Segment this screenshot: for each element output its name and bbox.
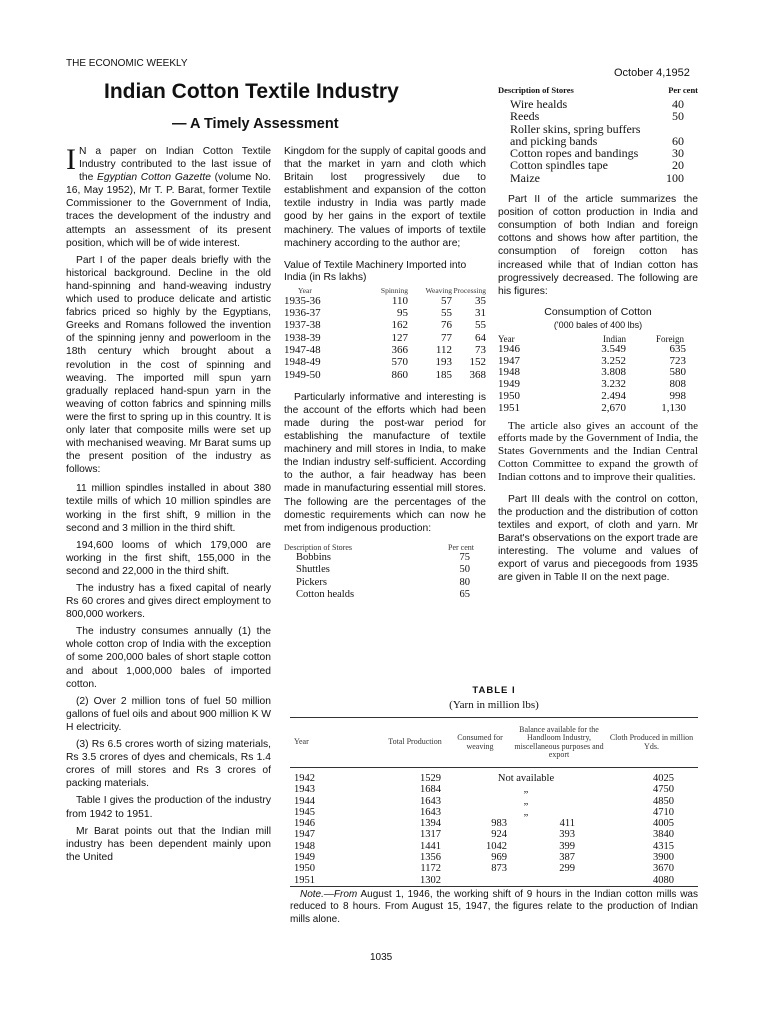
paragraph: Part III deals with the control on cotton, the production and the distribution of cotton textiles and export, of cloth and yarn. Mr Barat's observations on the export trade are interesting. The volume and values of export of varus and piecegoods from 1935 are given in Table II on the next page. — [498, 493, 699, 584]
table-row — [284, 589, 486, 602]
not-available-label: Not available — [497, 773, 555, 784]
table-cell: 193 — [435, 356, 452, 369]
table-cell: 1948 — [294, 840, 315, 852]
table-cell: 152 — [469, 356, 486, 369]
ditto-mark: „ — [523, 795, 529, 807]
table-cell: 76 — [441, 319, 452, 332]
table-cell: 570 — [391, 356, 408, 369]
table-cell: 1938-39 — [284, 331, 321, 344]
table-row — [498, 159, 698, 171]
column-2 — [284, 145, 486, 602]
table-row — [290, 784, 698, 795]
table-1-title: TABLE I — [472, 685, 516, 696]
table-cell: 64 — [475, 331, 486, 344]
table-cell: 60 — [672, 133, 684, 148]
table-cell: 1042 — [486, 840, 507, 852]
paragraph: Table I gives the production of the industry from 1942 to 1951. — [66, 795, 271, 820]
paragraph: Particularly informative and interesting is the account of the efforts which had been made during the post-war period for establishing the manufacture of textile machinery and mill stores in India, to make the Indian industry self-sufficient. According to the author, a fair headway has been made in manufacturing essential mill stores. The following are the percentages of the domestic requirements which can now he met from indigenous production: — [284, 391, 486, 534]
table-cell: 1948-49 — [284, 356, 321, 369]
table-cell: 50 — [459, 564, 470, 576]
table-cell: 860 — [391, 368, 408, 381]
table-cell: 1643 — [420, 795, 441, 807]
table-cell: 1945 — [294, 806, 315, 818]
table-cell: 399 — [559, 840, 575, 852]
paragraph-intro: I N a paper on Indian Cotton Textile Industry contributed to the last issue of the Egyptian Cotton Gazette (volume No. 16, May 1952), Mr T. P. Barat, former Textile Commissioner to the Government of India, traces the development of the industry and attempts an assessment of its present position, which will be of wide interest. — [66, 143, 271, 249]
table-row — [284, 307, 486, 319]
table-cell: 387 — [559, 852, 575, 864]
table-1-subtitle: (Yarn in million lbs) — [449, 699, 539, 711]
table-1-grid — [290, 717, 698, 887]
table-cell: 1356 — [420, 852, 441, 864]
table-cell: 393 — [559, 829, 575, 841]
table-cell: 3900 — [653, 852, 674, 864]
table-row — [284, 332, 486, 344]
table-cell: 65 — [459, 589, 470, 601]
paragraph: 11 million spindles installed in about 380 textile mills of which 10 million spindles are working in the first shift, 9 million in the second and 3 million in the third shift. — [66, 483, 271, 534]
drop-cap: I — [66, 143, 76, 176]
table-cell: 1947-48 — [284, 343, 321, 356]
table-cell — [513, 875, 605, 887]
table-cell: 100 — [666, 170, 684, 185]
table-cell: 4750 — [653, 784, 674, 796]
table-row — [284, 577, 486, 590]
ditto-mark: „ — [523, 806, 529, 818]
table-cell: 3.252 — [601, 354, 626, 367]
table-cell: Cotton ropes and bandings — [510, 146, 639, 161]
table-cell: 1302 — [420, 874, 441, 886]
table-cell: 4315 — [653, 840, 674, 852]
paragraph: Part II of the article summarizes the position of cotton production in India and consumption of both Indian and foreign cottons and shows how after partition, the consumption of foreign cotton has increased while that of Indian cotton has progressively decreased. The following are his figures: — [498, 194, 698, 297]
table-cell: 77 — [441, 331, 452, 344]
article-subtitle: — A Timely Assessment — [172, 116, 339, 132]
page-number: 1035 — [370, 952, 393, 963]
table-row — [284, 369, 486, 381]
consumption-table — [498, 334, 698, 415]
table-cell: 4025 — [653, 773, 674, 784]
table-row — [498, 172, 698, 184]
table-cell: Wire healds — [510, 97, 568, 111]
table-row — [498, 367, 698, 379]
table-row — [290, 841, 698, 852]
table-header-row: Year Indian Foreign — [498, 333, 684, 344]
article-title: Indian Cotton Textile Industry — [104, 80, 399, 103]
table-cell: 31 — [475, 307, 486, 320]
paragraph: (3) Rs 6.5 crores worth of sizing materials, Rs 3.5 crores of dyes and chemicals, Rs 1.4 crores of mill stores and Rs 3 crores of packing materials. — [66, 739, 271, 790]
table-cell: Bobbins — [296, 551, 332, 563]
table-cell: 3.232 — [601, 378, 626, 391]
table-row — [290, 829, 698, 840]
table-cell: 4080 — [653, 874, 674, 886]
table-row — [284, 344, 486, 356]
table-cell: 1529 — [420, 773, 441, 784]
table-row — [284, 564, 486, 577]
table-row — [284, 295, 486, 307]
table-cell: 4005 — [653, 818, 674, 830]
table-cell: 1947 — [498, 354, 520, 367]
paragraph: Mr Barat points out that the Indian mill industry has been dependent mainly upon the United — [66, 825, 271, 863]
table-header-row: Description of Stores Per cent — [284, 542, 474, 552]
table-cell: 723 — [669, 354, 686, 367]
table-cell: 3.808 — [601, 366, 626, 379]
paragraph: The article also gives an account of the efforts made by the Government of India, the States Governments and the Indian Central Cotton Committee to expand the growth of Indian cottons and to improve their qualities. — [498, 419, 698, 483]
table-cell: 1951 — [294, 874, 315, 886]
consumption-table-subtitle: ('000 bales of 400 lbs) — [553, 319, 643, 330]
table-cell: 40 — [672, 97, 684, 111]
table-header-row: Year Spinning Weaving Processing — [298, 285, 486, 295]
table-cell: 1684 — [420, 784, 441, 796]
table-cell: 127 — [391, 331, 408, 344]
table-cell: 4850 — [653, 795, 674, 807]
issue-date: October 4,1952 — [614, 67, 690, 79]
table-row — [290, 875, 698, 887]
table-cell: Cotton spindles tape — [510, 158, 608, 173]
machinery-table-title: Value of Textile Machinery Imported into India (in Rs lakhs) — [284, 259, 467, 284]
table-cell: 924 — [491, 829, 507, 841]
table-cell: 95 — [397, 307, 408, 320]
table-row — [284, 356, 486, 368]
table-cell: 4710 — [653, 806, 674, 818]
table-cell: 969 — [491, 852, 507, 864]
masthead: THE ECONOMIC WEEKLY — [66, 58, 188, 69]
table-cell: 55 — [441, 307, 452, 320]
table-cell: 1935-36 — [284, 294, 321, 307]
machinery-table — [284, 286, 486, 381]
table-cell: 110 — [391, 294, 408, 307]
table-cell: 112 — [435, 343, 452, 356]
paragraph: (2) Over 2 million tons of fuel 50 million gallons of fuel oils and about 900 million K W H electricity. — [66, 695, 271, 733]
column-1 — [66, 145, 271, 868]
table-cell: 20 — [672, 158, 684, 173]
stores-table-1 — [284, 543, 486, 602]
paragraph: Kingdom for the supply of capital goods and that the market in yarn and cloth which Britain lost progressively due to establishment and expansion of the cotton textile industry in India was partly made good by her gains in the export of textile machinery. The values of imports of textile machinery according to the author are; — [284, 146, 486, 249]
table-1-note: Note.—From August 1, 1946, the working shift of 9 hours in the Indian cotton mills was reduced to 8 hours. From August 15, 1947, the figures relate to the production of Indian mills alone. — [290, 888, 698, 925]
table-cell: 1317 — [420, 829, 441, 841]
table-cell: Cotton healds — [296, 589, 355, 601]
table-cell: 580 — [669, 366, 686, 379]
table-cell: 1947 — [294, 829, 315, 841]
table-cell: 1946 — [294, 818, 315, 830]
table-cell: 1942 — [294, 773, 315, 784]
table-cell: 35 — [475, 294, 486, 307]
table-cell: 162 — [391, 319, 408, 332]
table-cell: 366 — [391, 343, 408, 356]
table-cell: 55 — [475, 319, 486, 332]
table-cell: 50 — [672, 109, 684, 124]
table-cell: 1936-37 — [284, 307, 321, 320]
ditto-mark: „ — [523, 784, 529, 796]
table-header-row: Description of Stores Per cent — [498, 85, 698, 95]
table-1 — [290, 685, 698, 926]
table-cell: 2.494 — [601, 390, 626, 403]
table-cell: 983 — [491, 818, 507, 830]
table-row — [290, 852, 698, 863]
table-row — [498, 123, 698, 148]
table-cell: 1441 — [420, 840, 441, 852]
table-cell: 2,670 — [601, 401, 626, 414]
consumption-table-title: Consumption of Cotton — [544, 305, 652, 318]
table-cell: Reeds — [510, 109, 540, 124]
table-cell: 998 — [669, 390, 686, 403]
table-row — [290, 863, 698, 874]
table-row — [498, 344, 698, 356]
table-cell: 1172 — [420, 863, 441, 875]
table-cell: 1,130 — [661, 401, 686, 414]
table-cell: 73 — [475, 343, 486, 356]
table-row — [284, 319, 486, 331]
table-cell: 368 — [469, 368, 486, 381]
table-cell: 1643 — [420, 806, 441, 818]
table-cell: 75 — [459, 551, 470, 563]
table-cell: 30 — [672, 146, 684, 161]
table-row — [498, 403, 698, 415]
paragraph: Part I of the paper deals briefly with the historical background. Decline in the old hand-spinning and hand-weaving industry which used to produce delicate and artistic fabrics priced so highly by the Egyptians, Greeks and Romans followed the invention of the spinning jenny and powerloom in the 18th century which brought about a revolution in the cost of spinning and weaving. The imported mill spun yarn gradually replaced hand-spun yarn in the weaving of cotton fabrics and spinning mills were the first to spring up in this country. It is only later that composite mills were set up with mechanised weaving. Mr Barat sums up the present position of the industry as follows: — [66, 254, 271, 476]
table-cell: 1937-38 — [284, 319, 321, 332]
table-cell: 1949 — [498, 378, 520, 391]
table-cell: 57 — [441, 294, 452, 307]
paragraph: The industry consumes annually (1) the whole cotton crop of India with the exception of some 200,000 bales of short staple cotton and about 1,000,000 bales of imported cotton. — [66, 626, 271, 690]
column-3 — [498, 85, 698, 588]
table-header-row: Year Total Production Consumed for weaving Balance available for the Handloom Industry, miscellaneous purposes and export Cloth Produced in million Yds. — [294, 724, 694, 759]
table-cell: 1950 — [498, 390, 520, 403]
table-cell: 299 — [559, 863, 575, 875]
table-cell: 411 — [559, 818, 575, 830]
table-cell: 1950 — [294, 863, 315, 875]
table-cell: Maize — [510, 170, 540, 185]
table-row — [498, 379, 698, 391]
table-cell: 1948 — [498, 366, 520, 379]
table-row — [290, 807, 698, 818]
table-cell: 1394 — [420, 818, 441, 830]
table-row — [290, 796, 698, 807]
table-cell: 185 — [435, 368, 452, 381]
table-row — [290, 818, 698, 829]
table-cell: 635 — [669, 342, 686, 355]
table-cell: 1949 — [294, 852, 315, 864]
table-cell: Shuttles — [296, 564, 330, 576]
table-row — [290, 768, 698, 785]
table-cell: 3840 — [653, 829, 674, 841]
table-cell: 3670 — [653, 863, 674, 875]
table-cell: Roller skins, spring buffers and picking bands — [510, 121, 641, 148]
table-row — [284, 552, 486, 565]
table-cell: 80 — [459, 576, 470, 588]
table-cell: 873 — [491, 863, 507, 875]
table-cell — [447, 875, 513, 887]
paragraph: 194,600 looms of which 179,000 are working in the first shift, 155,000 in the second and 22,000 in the third shift. — [66, 539, 271, 577]
table-cell: 808 — [669, 378, 686, 391]
table-row — [498, 356, 698, 368]
paragraph: The industry has a fixed capital of nearly Rs 60 crores and gives direct employment to 800,000 workers. — [66, 583, 271, 621]
table-cell: 1943 — [294, 784, 315, 796]
table-cell: 1951 — [498, 401, 520, 414]
table-cell: 3.549 — [601, 342, 626, 355]
stores-table-2 — [498, 85, 698, 184]
table-row — [498, 110, 698, 122]
table-cell: 1949-50 — [284, 368, 321, 381]
table-cell: Pickers — [296, 576, 327, 588]
table-cell: 1946 — [498, 342, 520, 355]
table-cell: 1944 — [294, 795, 315, 807]
